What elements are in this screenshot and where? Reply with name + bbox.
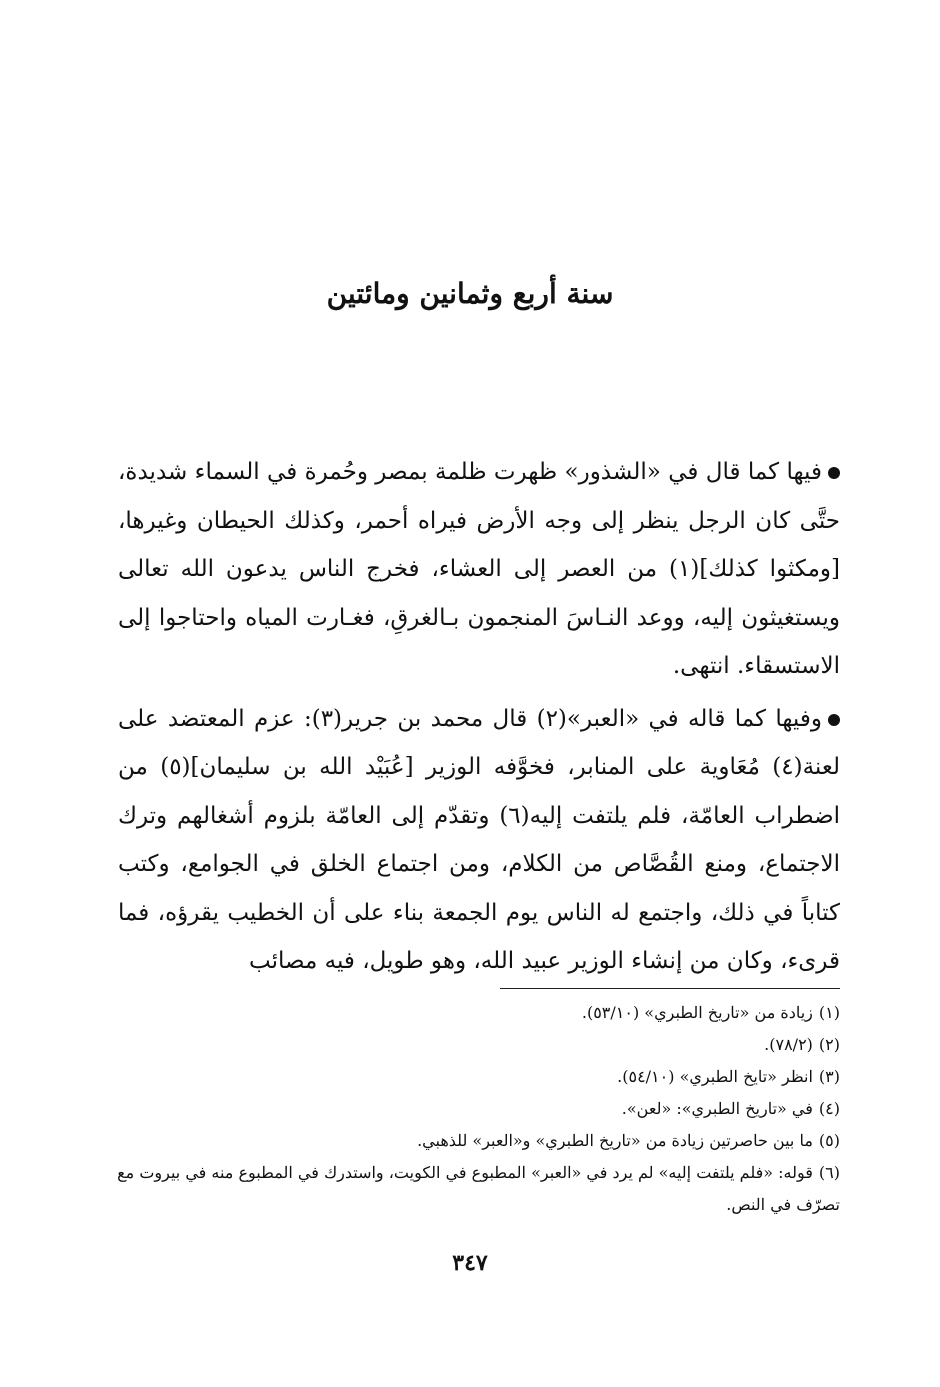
- footnote: [100, 1061, 840, 1093]
- footnote-marker: (٦): [818, 1163, 840, 1182]
- footnote-text: زيادة من «تاريخ الطبري» (٥٣/١٠).: [581, 1003, 813, 1022]
- bullet-icon: [828, 714, 840, 726]
- footnote-divider: [500, 988, 840, 989]
- footnote-marker: (٢): [818, 1035, 840, 1054]
- footnote-text: (٧٨/٢).: [764, 1035, 813, 1054]
- bullet-icon: [828, 467, 840, 479]
- footnote-text: قوله: «فلم يلتفت إليه» لم يرد في «العبر» المطبوع في الكويت، واستدرك في المطبوع منه في بيروت مع تصرّف في النص.: [117, 1163, 840, 1214]
- footnote-text: انظر «تايخ الطبري» (٥٤/١٠).: [617, 1067, 813, 1086]
- footnote-marker: (٥): [818, 1131, 840, 1150]
- footnote-marker: (٤): [818, 1099, 840, 1118]
- footnote: [100, 1029, 840, 1061]
- footnote-marker: (٣): [818, 1067, 840, 1086]
- paragraph-text: فيها كما قال في «الشذور» ظهرت ظلمة بمصر وحُمرة في السماء شديدة، حتَّى كان الرجل ينظر إلى وجه الأرض فيراه أحمر، وكذلك الحيطان وغيرها، [ومكثوا كذلك](١) من العصر إلى العشاء، فخرج الناس يدعون الله تعالى ويستغيثون إليه، ووعد النـاسَ المنجمون بـالغرقِ، فغـارت المياه واحتاجوا إلى الاستسقاء. انتهى.: [118, 459, 840, 679]
- footnote: [100, 1125, 840, 1157]
- footnote: [100, 1157, 840, 1221]
- footnote-text: في «تاريخ الطبري»: «لعن».: [621, 1099, 813, 1118]
- footnote: [100, 997, 840, 1029]
- footnote: [100, 1093, 840, 1125]
- page-number: ٣٤٧: [452, 1250, 488, 1276]
- section-title: سنة أربع وثمانين ومائتين: [326, 277, 614, 310]
- footnotes: [100, 997, 840, 1221]
- footnote-marker: (١): [818, 1003, 840, 1022]
- paragraph: [118, 695, 840, 986]
- footnote-text: ما بين حاصرتين زيادة من «تاريخ الطبري» و«العبر» للذهبي.: [417, 1131, 813, 1150]
- paragraph: [118, 448, 840, 691]
- body-text: [118, 448, 840, 990]
- paragraph-text: وفيها كما قاله في «العبر»(٢) قال محمد بن جرير(٣): عزم المعتضد على لعنة(٤) مُعَاوية على المنابر، فخوَّفه الوزير [عُبَيْد الله بن سليمان](٥) من اضطراب العامّة، فلم يلتفت إليه(٦) وتقدّم إلى العامّة بلزوم أشغالهم وترك الاجتماع، ومنع القُصَّاص من الكلام، ومن اجتماع الخلق في الجوامع، وكتب كتاباً في ذلك، واجتمع له الناس يوم الجمعة بناء على أن الخطيب يقرؤه، فما قرىء، وكان من إنشاء الوزير عبيد الله، وهو طويل، فيه مصائب: [118, 705, 840, 974]
